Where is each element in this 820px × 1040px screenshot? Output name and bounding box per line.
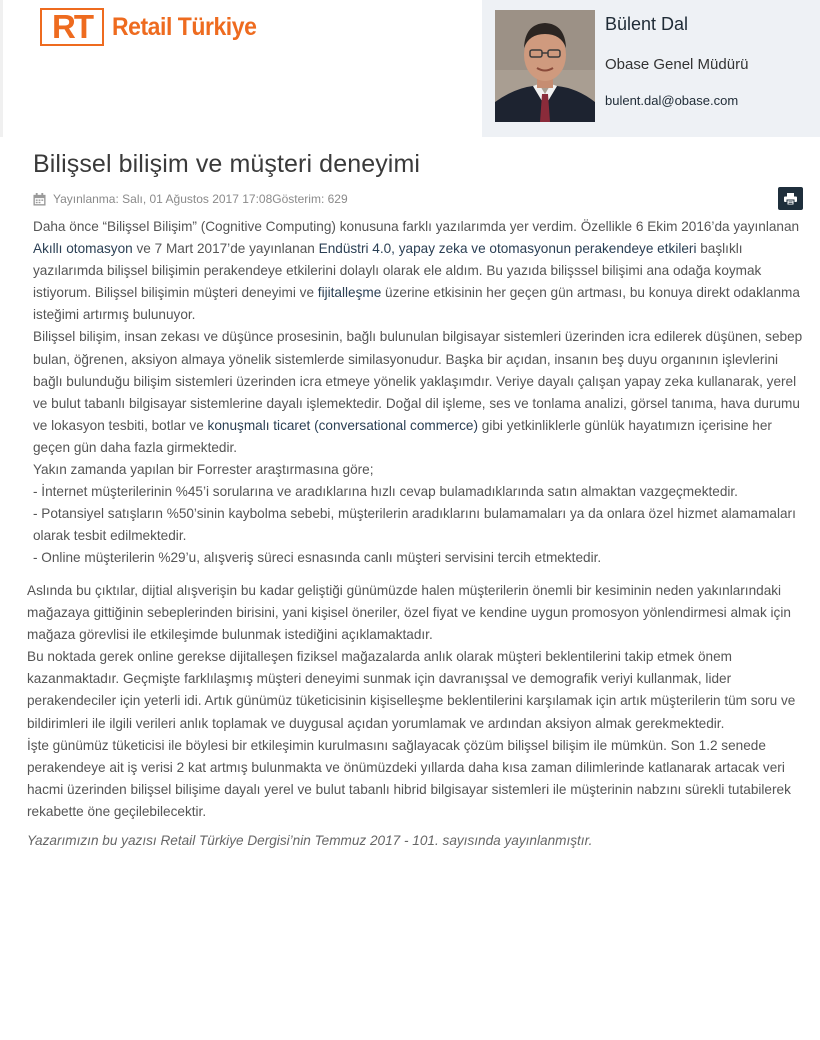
list-item: - Potansiyel satışların %50’sinin kaybolma sebebi, müşterilerin aradıklarını bulamamaları ya da onlara özel hizmet alamamaları olarak tesbit edilmektedir. — [33, 506, 796, 544]
print-button[interactable] — [778, 187, 803, 210]
paragraph-forrester: Yakın zamanda yapılan bir Forrester araştırmasına göre; — [33, 462, 374, 478]
text-span: Daha önce “Bilişsel Bilişim” (Cognitive Computing) konusuna farklı yazılarımda yer verdim. Özellikle 6 Ekim 2016’da yayınlanan — [33, 219, 800, 234]
link-konusmali-ticaret[interactable]: konuşmalı ticaret (conversational commerce) — [207, 417, 479, 433]
article-body-top — [33, 216, 803, 570]
link-akilli-otomasyon[interactable]: Akıllı otomasyon — [33, 241, 133, 257]
logo-mark: RT — [40, 8, 104, 46]
list-item: - İnternet müşterilerinin %45’i sorularına ve aradıklarına hızlı cevap bulamadıklarında satın almaktan vazgeçmektedir. — [33, 484, 738, 500]
article-meta — [33, 192, 348, 206]
author-email[interactable]: bulent.dal@obase.com — [605, 93, 739, 108]
paragraph-intro — [33, 216, 803, 326]
text-span: gibi yetkinliklerle günlük hayatımızn içerisine her geçen gün daha fazla girmektedir. — [33, 417, 772, 455]
text-span: başlıklı yazılarımda bilişsel bilişimin perakendeye etkilerini dolaylı olarak ele aldım. Bu yazıda bilişssel bilişimi ana odağa koymak istiyorum. Bilişsel bilişimin müşteri deneyimi ve — [33, 241, 762, 301]
author-title: Obase Genel Müdürü — [605, 56, 749, 73]
logo-text: Retail Türkiye — [112, 12, 257, 41]
view-count: Gösterim: 629 — [272, 192, 348, 206]
print-icon — [784, 193, 797, 205]
calendar-icon — [33, 193, 46, 206]
paragraph-outputs: Aslında bu çıktılar, dijtial alışverişin bu kadar geliştiği günümüzde halen müşterilerin önemli bir kesiminin neden yakınlarındaki mağazaya gittiğinin sebeplerinden birisini, yani kişisel öneriler, özel fiyat ve kendine uygun promosyon yönlendirmesi almak için mağaza görevlisi ile etkileşimde bulunmak istediğini açıklamaktadır. — [27, 583, 791, 643]
paragraph-expectations: Bu noktada gerek online gerekse dijitalleşen fiziksel mağazalarda anlık olarak müşteri beklentilerini takip etmek önem kazanmaktadır. Geçmişte farklılaşmış müşteri deneyimi sunmak için davranışsal ve demografik veriyi kullanmak, lider perakendeciler için yeterli idi. Artık günümüz tüketicisinin kişiselleşme beklentilerini karşılamak için artık müşterilerin tüm soru ve bildirimleri ile ilgili verileri anlık toplamak ve duygusal açıdan yorumlamak ve ardından aksiyon almak gerekmektedir. — [27, 649, 796, 731]
author-name: Bülent Dal — [605, 14, 689, 34]
paragraph-solution: İşte günümüz tüketicisi ile böylesi bir etkileşimin kurulmasını sağlayacak çözüm bilişsel bilişim ile mümkün. Son 1.2 senede perakendeye ait iş verisi 2 kat artmış bulunmakta ve önümüzdeki yıllarda daha kısa zaman dilimlerinde katlanarak artacak veri hacmi üzerinden bilişsel bilişime dayalı yerel ve bulut tabanlı hibrid bilgisayar sistemleri ile müşterinin nabzını sürekli tutabilerek rekabette öne geçilebilecektir. — [27, 737, 791, 819]
published-date: Yayınlanma: Salı, 01 Ağustos 2017 17:08 — [53, 192, 273, 206]
paragraph-definition — [33, 326, 803, 459]
link-endustri-40[interactable]: Endüstri 4.0, yapay zeka ve otomasyonun perakendeye etkileri — [318, 241, 697, 257]
header-divider — [0, 0, 3, 137]
link-fijitallesme[interactable]: fijitalleşme — [317, 285, 382, 301]
list-item: - Online müşterilerin %29’u, alışveriş süreci esnasında canlı müşteri servisini tercih etmektedir. — [33, 550, 602, 566]
article-title: Bilişsel bilişim ve müşteri deneyimi — [33, 150, 421, 178]
site-logo[interactable] — [40, 8, 269, 46]
text-span: üzerine etkisinin her geçen gün artması, bu konuya direkt odaklanma isteğimi artırmış bulunuyor. — [33, 285, 800, 323]
publication-note: Yazarımızın bu yazısı Retail Türkiye Dergisi’nin Temmuz 2017 - 101. sayısında yayınlanmıştır. — [27, 833, 593, 848]
article-body-bottom — [27, 580, 803, 823]
text-span: ve 7 Mart 2017’de yayınlanan — [132, 241, 319, 257]
site-header — [0, 0, 820, 137]
author-card — [482, 0, 820, 137]
author-photo — [495, 10, 595, 122]
author-portrait-icon — [495, 10, 595, 122]
text-span: Bilişsel bilişim, insan zekası ve düşünce prosesinin, bağlı bulunulan bilgisayar sistemleri üzerinden icra edilerek düşünen, sebep bulan, öğrenen, aksiyon almaya yönelik sistemlerde similasyonudur. Başka bir açıdan, insanın beş duyu organının işlevlerini bağlı bulunduğu bilişim sistemleri üzerinden icra etmeye yönelik yaklaşımdır. Veriye dayalı çalışan yapay zeka kullanarak, yerel ve bulut tabanlı bilgisayar sistemlerine dayalı işlemektedir. Doğal dil işleme, ses ve tonlama analizi, görsel tanıma, hava durumu ve lokasyon tesbiti, botlar ve — [33, 329, 803, 433]
